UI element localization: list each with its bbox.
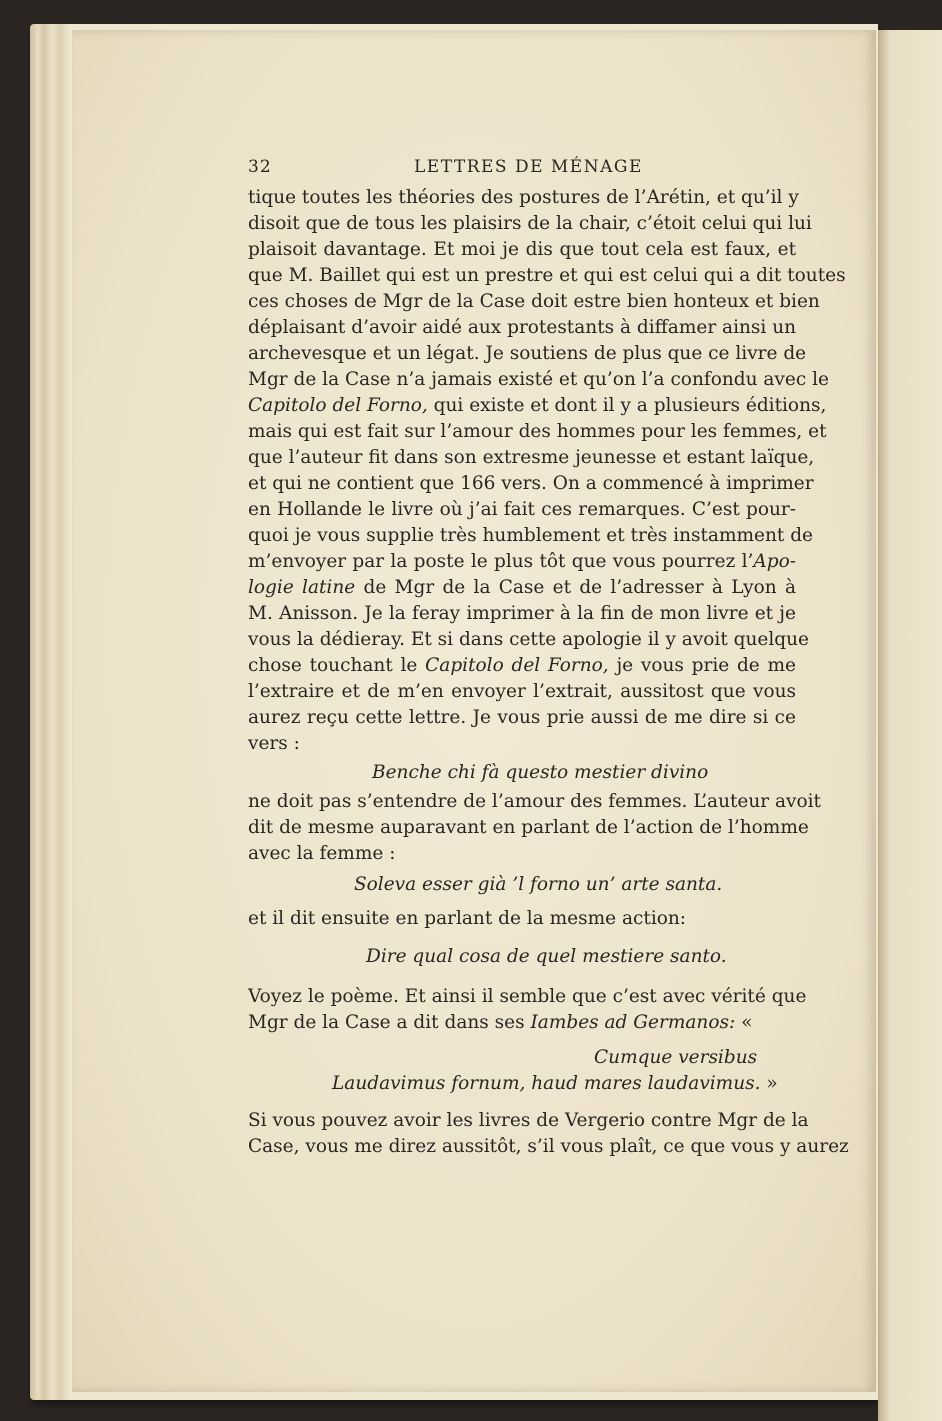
text-line: M. Anisson. Je la feray imprimer à la fin de mon livre et je — [248, 603, 796, 624]
verse-quote: Dire qual cosa de quel mestiere santo. — [366, 946, 727, 967]
text-line: dit de mesme auparavant en parlant de l’action de l’homme — [248, 817, 809, 838]
text-line: vers : — [248, 733, 300, 754]
text-line: plaisoit davantage. Et moi je dis que tout cela est faux, et — [248, 239, 796, 260]
text-line: avec la femme : — [248, 843, 396, 864]
text-line: disoit que de tous les plaisirs de la chair, c’étoit celui qui lui — [248, 213, 812, 234]
italic-title: Capitolo del Forno, — [248, 395, 428, 416]
text-line: ne doit pas s’entendre de l’amour des femmes. L’auteur avoit — [248, 791, 821, 812]
text-line: et il dit ensuite en parlant de la mesme action: — [248, 908, 687, 929]
text-line: logie latine de Mgr de la Case et de l’adresser à Lyon à — [248, 577, 796, 598]
text-line: m’envoyer par la poste le plus tôt que vous pourrez l’Apo- — [248, 551, 796, 572]
text-line: en Hollande le livre où j’ai fait ces remarques. C’est pour- — [248, 499, 796, 520]
text-line: et qui ne contient que 166 vers. On a commencé à imprimer — [248, 473, 814, 494]
verse-quote: Laudavimus fornum, haud mares laudavimus. » — [332, 1073, 778, 1094]
page-number: 32 — [248, 157, 272, 177]
text-line: Capitolo del Forno, qui existe et dont il y a plusieurs éditions, — [248, 395, 827, 416]
text-line: ces choses de Mgr de la Case doit estre bien honteux et bien — [248, 291, 820, 312]
text-line: vous la dédieray. Et si dans cette apologie il y avoit quelque — [248, 629, 809, 650]
text-line: Mgr de la Case n’a jamais existé et qu’on l’a confondu avec le — [248, 369, 829, 390]
text-line: que l’auteur fit dans son extresme jeunesse et estant laïque, — [248, 447, 815, 468]
text-line: Si vous pouvez avoir les livres de Vergerio contre Mgr de la — [248, 1110, 809, 1131]
text-line: que M. Baillet qui est un prestre et qui est celui qui a dit toutes — [248, 265, 846, 286]
text-line: quoi je vous supplie très humblement et très instamment de — [248, 525, 813, 546]
text-line: Mgr de la Case a dit dans ses Iambes ad Germanos: « — [248, 1012, 753, 1033]
text-line: Case, vous me direz aussitôt, s’il vous plaît, ce que vous y aurez — [248, 1136, 849, 1157]
text-line: chose touchant le Capitolo del Forno, je vous prie de me — [248, 655, 796, 676]
verse-quote: Benche chi fà questo mestier divino — [372, 762, 709, 783]
facing-page-edge — [878, 30, 942, 1421]
text-line: déplaisant d’avoir aidé aux protestants à diffamer ainsi un — [248, 317, 797, 338]
text-line: l’extraire et de m’en envoyer l’extrait, aussitost que vous — [248, 681, 796, 702]
text-line: Voyez le poème. Et ainsi il semble que c’est avec vérité que — [248, 986, 807, 1007]
text-line: aurez reçu cette lettre. Je vous prie aussi de me dire si ce — [248, 707, 796, 728]
text-line: tique toutes les théories des postures de l’Arétin, et qu’il y — [248, 187, 799, 208]
text-line: mais qui est fait sur l’amour des hommes pour les femmes, et — [248, 421, 827, 442]
verse-quote: Soleva esser già ’l forno un’ arte santa. — [354, 874, 723, 895]
running-head: LETTRES DE MÉNAGE — [414, 157, 643, 177]
text-line: archevesque et un légat. Je soutiens de plus que ce livre de — [248, 343, 807, 364]
verse-quote: Cumque versibus — [594, 1047, 758, 1068]
